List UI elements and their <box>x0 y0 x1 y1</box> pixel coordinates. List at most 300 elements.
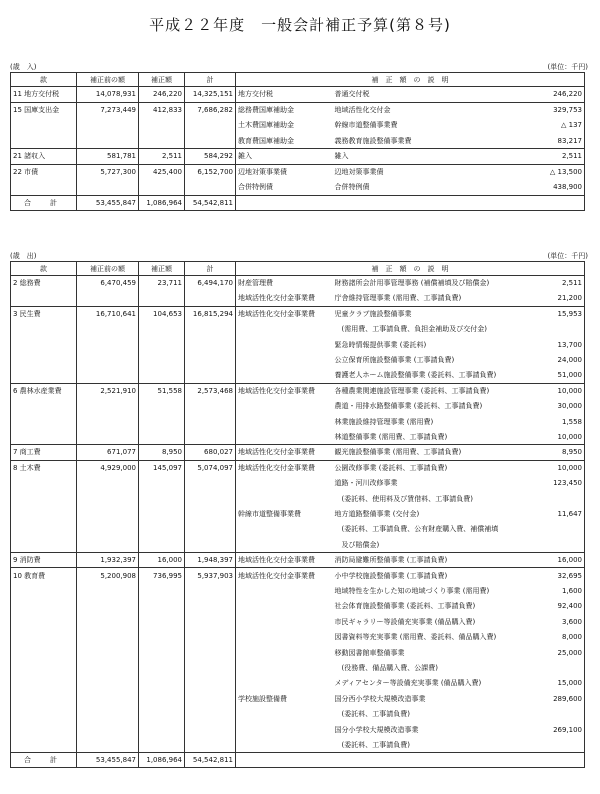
row-before: 2,521,910 <box>77 383 139 398</box>
row-kan <box>11 537 77 552</box>
row-item: (需用費、工事請負費、負担金補助及び交付金) <box>334 325 487 334</box>
table-row <box>11 445 585 460</box>
row-before <box>77 291 139 306</box>
row-kan <box>11 352 77 367</box>
row-value: 1,558 <box>539 414 585 429</box>
row-subcategory: 地域活性化交付金事業費 <box>236 383 333 398</box>
total-row <box>11 753 585 768</box>
row-before <box>77 118 139 134</box>
row-amount <box>139 706 185 721</box>
row-item: (委託料、工事請負費、公有財産購入費、補償補填 <box>334 525 499 534</box>
row-kan: 3 民生費 <box>11 306 77 321</box>
row-total <box>185 629 236 644</box>
table-row <box>11 414 585 429</box>
row-value: 123,450 <box>539 476 585 491</box>
row-kan: 22 市債 <box>11 164 77 180</box>
row-before <box>77 368 139 383</box>
row-item: (委託料、使用料及び賃借料、工事請負費) <box>334 494 473 503</box>
row-total <box>185 706 236 721</box>
column-header: 補正額 <box>139 73 185 87</box>
row-subcategory: 地域活性化交付金事業費 <box>236 568 333 583</box>
expenditure-section-label: (歳 出) <box>10 252 37 260</box>
row-subcategory <box>236 429 333 444</box>
row-total: 14,325,151 <box>185 87 236 103</box>
row-before: 5,200,908 <box>77 568 139 583</box>
row-subcategory: 地方交付税 <box>236 87 333 103</box>
table-row <box>11 737 585 752</box>
row-total: 6,494,170 <box>185 276 236 291</box>
table-row <box>11 599 585 614</box>
row-kan: 11 地方交付税 <box>11 87 77 103</box>
row-subcategory <box>236 368 333 383</box>
row-total <box>185 337 236 352</box>
row-item: 義務教育施設整備事業費 <box>334 136 412 145</box>
row-value: 3,600 <box>539 614 585 629</box>
row-total <box>185 476 236 491</box>
row-amount: 425,400 <box>139 164 185 180</box>
row-amount <box>139 476 185 491</box>
row-before <box>77 352 139 367</box>
total-filler <box>236 753 585 768</box>
table-row <box>11 87 585 103</box>
row-total: 584,292 <box>185 149 236 165</box>
row-subcategory: 土木費国庫補助金 <box>236 118 333 134</box>
table-header-row <box>11 262 585 276</box>
row-kan <box>11 429 77 444</box>
row-item: 国分西小学校大規模改造事業 <box>334 694 426 703</box>
row-value: 51,000 <box>539 368 585 383</box>
row-subcategory: 幹線市道整備事業費 <box>236 506 333 521</box>
row-kan <box>11 522 77 537</box>
row-before: 1,932,397 <box>77 553 139 568</box>
total-before: 53,455,847 <box>77 753 139 768</box>
row-kan <box>11 614 77 629</box>
row-amount <box>139 491 185 506</box>
row-item: 観光施設整備事業 (需用費、工事請負費) <box>333 445 539 460</box>
row-total <box>185 645 236 660</box>
row-item: (役務費、備品購入費、公課費) <box>334 663 438 672</box>
row-subcategory <box>236 352 333 367</box>
row-amount <box>139 522 185 537</box>
row-item: 地域活性化交付金 <box>333 102 539 118</box>
total-row <box>11 195 585 210</box>
row-before: 671,077 <box>77 445 139 460</box>
row-amount: 104,653 <box>139 306 185 321</box>
row-kan: 9 消防費 <box>11 553 77 568</box>
row-item: 緊急時情報提供事業 (委託料) <box>334 340 427 349</box>
row-value: 16,000 <box>539 553 585 568</box>
table-row <box>11 660 585 675</box>
row-value: 32,695 <box>539 568 585 583</box>
row-before: 581,781 <box>77 149 139 165</box>
row-value <box>539 706 585 721</box>
row-amount: 246,220 <box>139 87 185 103</box>
row-item: 児童クラブ施設整備事業 <box>333 306 539 321</box>
row-item: (委託料、工事請負費) <box>334 710 410 719</box>
table-row <box>11 118 585 134</box>
row-total <box>185 599 236 614</box>
table-row <box>11 399 585 414</box>
table-row <box>11 429 585 444</box>
row-total <box>185 737 236 752</box>
row-subcategory <box>236 660 333 675</box>
table-row <box>11 383 585 398</box>
table-row <box>11 102 585 118</box>
row-total <box>185 491 236 506</box>
row-subcategory <box>236 645 333 660</box>
row-amount <box>139 737 185 752</box>
row-before <box>77 722 139 737</box>
row-total <box>185 368 236 383</box>
table-row <box>11 476 585 491</box>
row-kan <box>11 737 77 752</box>
row-value <box>539 491 585 506</box>
row-amount <box>139 506 185 521</box>
row-amount <box>139 352 185 367</box>
row-kan <box>11 583 77 598</box>
row-value: 289,600 <box>539 691 585 706</box>
row-item: 公園改修事業 (委託料、工事請負費) <box>333 460 539 475</box>
row-amount <box>139 614 185 629</box>
row-value: 21,200 <box>539 291 585 306</box>
row-item: 地方道路整備事業 (交付金) <box>334 510 420 519</box>
row-subcategory <box>236 322 333 337</box>
row-subcategory: 学校施設整備費 <box>236 691 333 706</box>
row-item: 市民ギャラリー等設備充実事業 (備品購入費) <box>334 617 476 626</box>
row-subcategory <box>236 599 333 614</box>
row-amount <box>139 133 185 149</box>
column-header: 款 <box>11 262 77 276</box>
total-label: 合 計 <box>11 753 77 768</box>
row-item: 国分小学校大規模改造事業 <box>334 725 419 734</box>
row-before <box>77 660 139 675</box>
table-header-row <box>11 73 585 87</box>
table-row <box>11 460 585 475</box>
row-total: 7,686,282 <box>185 102 236 118</box>
row-before <box>77 506 139 521</box>
row-subcategory: 地域活性化交付金事業費 <box>236 306 333 321</box>
row-before <box>77 522 139 537</box>
row-value: 92,400 <box>539 599 585 614</box>
column-header: 補正前の額 <box>77 262 139 276</box>
row-subcategory <box>236 414 333 429</box>
row-before <box>77 645 139 660</box>
table-row <box>11 583 585 598</box>
row-kan <box>11 133 77 149</box>
row-subcategory <box>236 522 333 537</box>
row-before: 6,470,459 <box>77 276 139 291</box>
row-kan: 21 諸収入 <box>11 149 77 165</box>
row-total <box>185 660 236 675</box>
row-kan <box>11 291 77 306</box>
row-kan <box>11 691 77 706</box>
table-row <box>11 352 585 367</box>
row-kan: 6 農林水産業費 <box>11 383 77 398</box>
row-amount <box>139 180 185 196</box>
row-kan <box>11 645 77 660</box>
table-row <box>11 133 585 149</box>
column-header: 補正額 <box>139 262 185 276</box>
row-total <box>185 180 236 196</box>
row-kan <box>11 629 77 644</box>
table-row <box>11 368 585 383</box>
row-value: 8,950 <box>539 445 585 460</box>
row-value: 2,511 <box>539 276 585 291</box>
row-item: 庁舎維持管理事業 (需用費、工事請負費) <box>334 294 462 303</box>
row-value: 1,600 <box>539 583 585 598</box>
row-total: 680,027 <box>185 445 236 460</box>
row-subcategory <box>236 614 333 629</box>
row-value <box>539 537 585 552</box>
row-item: 辺地対策事業債 <box>333 164 539 180</box>
row-amount <box>139 429 185 444</box>
table-row <box>11 629 585 644</box>
row-subcategory <box>236 676 333 691</box>
table-row <box>11 180 585 196</box>
total-sum: 54,542,811 <box>185 195 236 210</box>
row-kan: 15 国庫支出金 <box>11 102 77 118</box>
row-subcategory <box>236 337 333 352</box>
revenue-table <box>10 72 585 211</box>
row-value <box>539 322 585 337</box>
row-total <box>185 506 236 521</box>
row-before <box>77 599 139 614</box>
revenue-section-label: (歳 入) <box>10 63 37 71</box>
row-total <box>185 322 236 337</box>
row-amount: 8,950 <box>139 445 185 460</box>
row-value: 13,700 <box>539 337 585 352</box>
row-amount <box>139 722 185 737</box>
row-amount <box>139 629 185 644</box>
row-amount <box>139 322 185 337</box>
row-item: 幹線市道整備事業費 <box>334 121 398 130</box>
row-before <box>77 676 139 691</box>
total-amount: 1,086,964 <box>139 195 185 210</box>
table-row <box>11 522 585 537</box>
row-total <box>185 414 236 429</box>
row-subcategory <box>236 537 333 552</box>
row-subcategory: 雑入 <box>236 149 333 165</box>
row-subcategory <box>236 399 333 414</box>
row-item: 公立保育所施設整備事業 (工事請負費) <box>334 356 455 365</box>
column-header: 補 正 額 の 説 明 <box>236 73 585 87</box>
row-subcategory: 地域活性化交付金事業費 <box>236 291 333 306</box>
row-value <box>539 737 585 752</box>
row-subcategory: 合併特例債 <box>236 180 333 196</box>
row-amount <box>139 599 185 614</box>
row-before: 5,727,300 <box>77 164 139 180</box>
row-before <box>77 706 139 721</box>
table-row <box>11 506 585 521</box>
row-before: 4,929,000 <box>77 460 139 475</box>
row-subcategory <box>236 706 333 721</box>
row-kan <box>11 399 77 414</box>
row-subcategory <box>236 491 333 506</box>
row-total: 2,573,468 <box>185 383 236 398</box>
row-item: 社会体育施設整備事業 (委託料、工事請負費) <box>334 602 476 611</box>
row-value: 10,000 <box>539 460 585 475</box>
row-value: 2,511 <box>539 149 585 165</box>
row-value: 24,000 <box>539 352 585 367</box>
table-row <box>11 337 585 352</box>
row-before: 16,710,641 <box>77 306 139 321</box>
table-row <box>11 164 585 180</box>
row-value: 30,000 <box>539 399 585 414</box>
table-row <box>11 706 585 721</box>
row-kan <box>11 599 77 614</box>
row-before: 7,273,449 <box>77 102 139 118</box>
row-value: 25,000 <box>539 645 585 660</box>
row-total <box>185 722 236 737</box>
row-subcategory <box>236 722 333 737</box>
row-amount <box>139 583 185 598</box>
row-value: 329,753 <box>539 102 585 118</box>
table-row <box>11 537 585 552</box>
row-amount: 736,995 <box>139 568 185 583</box>
row-item: 道路・河川改修事業 <box>334 479 398 488</box>
row-subcategory: 地域活性化交付金事業費 <box>236 460 333 475</box>
expenditure-table <box>10 261 585 768</box>
row-amount <box>139 676 185 691</box>
row-before <box>77 180 139 196</box>
table-row <box>11 722 585 737</box>
row-total: 1,948,397 <box>185 553 236 568</box>
row-item: 財務諸所会計用事管理事務 (補償補填及び賠償金) <box>333 276 539 291</box>
row-kan <box>11 476 77 491</box>
row-before <box>77 537 139 552</box>
total-filler <box>236 195 585 210</box>
row-value: 83,217 <box>539 133 585 149</box>
row-total <box>185 399 236 414</box>
row-total <box>185 676 236 691</box>
row-subcategory: 地域活性化交付金事業費 <box>236 553 333 568</box>
row-item: 移動図書館車整備事業 <box>334 648 405 657</box>
row-amount <box>139 368 185 383</box>
row-kan <box>11 322 77 337</box>
row-before: 14,078,931 <box>77 87 139 103</box>
row-amount: 51,558 <box>139 383 185 398</box>
row-total <box>185 583 236 598</box>
row-before <box>77 133 139 149</box>
row-kan: 7 商工費 <box>11 445 77 460</box>
row-amount <box>139 537 185 552</box>
row-before <box>77 414 139 429</box>
row-item: 地域特性を生かした知の地域づくり事業 (需用費) <box>334 587 490 595</box>
row-item: 林業施設維持管理事業 (需用費) <box>334 417 434 426</box>
row-amount <box>139 118 185 134</box>
table-row <box>11 306 585 321</box>
row-amount <box>139 645 185 660</box>
row-value: 438,900 <box>539 180 585 196</box>
row-total: 5,074,097 <box>185 460 236 475</box>
row-before <box>77 429 139 444</box>
row-item: (委託料、工事請負費) <box>333 737 539 752</box>
row-subcategory: 総務費国庫補助金 <box>236 102 333 118</box>
column-header: 計 <box>185 73 236 87</box>
total-amount: 1,086,964 <box>139 753 185 768</box>
table-row <box>11 491 585 506</box>
row-total: 6,152,700 <box>185 164 236 180</box>
row-before <box>77 691 139 706</box>
row-total <box>185 614 236 629</box>
row-subcategory <box>236 583 333 598</box>
total-sum: 54,542,811 <box>185 753 236 768</box>
row-value: 15,953 <box>539 306 585 321</box>
row-total <box>185 133 236 149</box>
row-subcategory: 財産管理費 <box>236 276 333 291</box>
row-before <box>77 399 139 414</box>
row-amount: 2,511 <box>139 149 185 165</box>
row-kan <box>11 660 77 675</box>
expenditure-unit-label: (単位：千円) <box>547 252 588 260</box>
row-before <box>77 322 139 337</box>
row-before <box>77 737 139 752</box>
total-label: 合 計 <box>11 195 77 210</box>
table-row <box>11 691 585 706</box>
row-value: 10,000 <box>539 383 585 398</box>
row-amount <box>139 291 185 306</box>
row-kan: 2 総務費 <box>11 276 77 291</box>
row-kan <box>11 414 77 429</box>
table-row <box>11 568 585 583</box>
row-subcategory <box>236 476 333 491</box>
row-item: 各種農業関連施設管理事業 (委託料、工事請負費) <box>333 383 539 398</box>
total-before: 53,455,847 <box>77 195 139 210</box>
table-row <box>11 553 585 568</box>
table-row <box>11 322 585 337</box>
row-amount <box>139 691 185 706</box>
row-kan <box>11 337 77 352</box>
row-before <box>77 614 139 629</box>
row-value: 8,000 <box>539 629 585 644</box>
row-amount <box>139 414 185 429</box>
row-value: △ 13,500 <box>539 164 585 180</box>
row-kan <box>11 491 77 506</box>
row-total: 16,815,294 <box>185 306 236 321</box>
row-amount: 412,833 <box>139 102 185 118</box>
table-row <box>11 276 585 291</box>
row-subcategory: 教育費国庫補助金 <box>236 133 333 149</box>
table-row <box>11 676 585 691</box>
row-total <box>185 352 236 367</box>
row-subcategory: 辺地対策事業債 <box>236 164 333 180</box>
row-item: メディアセンター等設備充実事業 (備品購入費) <box>334 679 482 688</box>
row-value: 11,647 <box>539 506 585 521</box>
page-title: 平成２２年度 一般会計補正予算(第８号) <box>149 16 451 34</box>
row-kan: 8 土木費 <box>11 460 77 475</box>
row-item: 養護老人ホーム施設整備事業 (委託料、工事請負費) <box>334 371 497 380</box>
row-kan <box>11 118 77 134</box>
row-kan <box>11 368 77 383</box>
table-row <box>11 291 585 306</box>
row-amount <box>139 337 185 352</box>
row-total <box>185 291 236 306</box>
revenue-unit-label: (単位：千円) <box>547 63 588 71</box>
row-total <box>185 522 236 537</box>
table-row <box>11 149 585 165</box>
row-before <box>77 476 139 491</box>
row-item: 消防局避難所整備事業 (工事請負費) <box>333 553 539 568</box>
row-value <box>539 660 585 675</box>
row-kan <box>11 706 77 721</box>
column-header: 補 正 額 の 説 明 <box>236 262 585 276</box>
row-item: 合併特例債 <box>333 180 539 196</box>
row-item: 普通交付税 <box>333 87 539 103</box>
row-value: 269,100 <box>539 722 585 737</box>
row-item: 及び賠償金) <box>334 540 380 549</box>
row-subcategory <box>236 737 333 752</box>
row-before <box>77 583 139 598</box>
